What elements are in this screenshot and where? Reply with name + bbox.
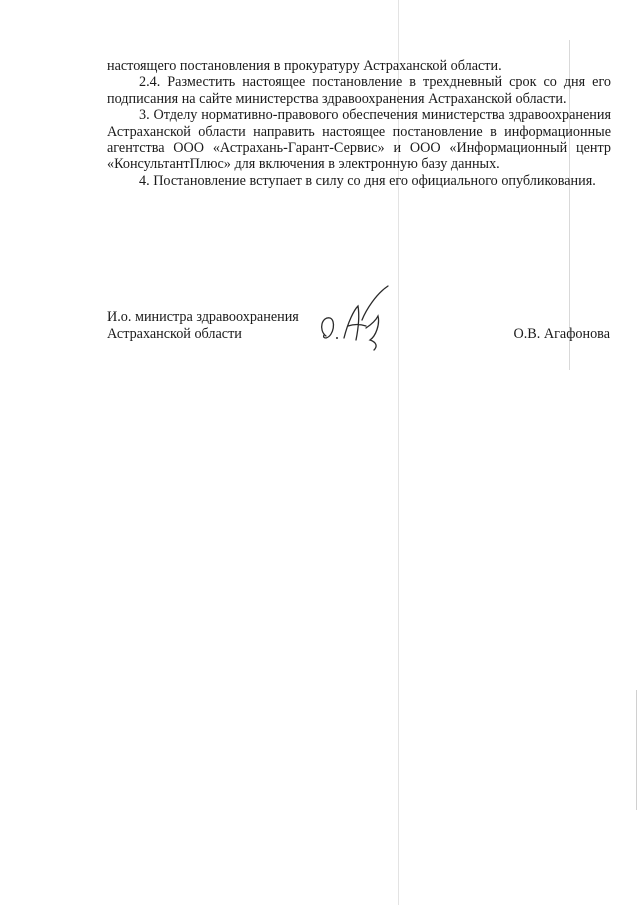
- handwritten-signature-icon: [316, 280, 396, 360]
- signatory-position: [107, 309, 299, 343]
- signatory-name: О.В. Агафонова: [513, 326, 610, 342]
- paragraph-continuation: настоящего постановления в прокуратуру Астраханской области.: [107, 58, 502, 74]
- signatory-position-line2: Астраханской области: [107, 326, 242, 342]
- paragraph-2-4: 2.4. Разместить настоящее постановление в трехдневный срок со дня его подписания на сайте министерства здравоохранения Астраханской области.: [107, 74, 611, 107]
- paragraph-4: 4. Постановление вступает в силу со дня его официального опубликования.: [139, 172, 596, 189]
- paragraph-3: 3. Отделу нормативно-правового обеспечения министерства здравоохранения Астраханской области направить настоящее постановление в информационные агентства ООО «Астрахань-Гарант-Сервис» и ООО «Информационный центр «КонсультантПлюс» для включения в электронную базу данных.: [107, 107, 611, 173]
- scan-edge-mark: [636, 690, 637, 810]
- signatory-position-line1: И.о. министра здравоохранения: [107, 309, 299, 325]
- body-text: [107, 58, 611, 189]
